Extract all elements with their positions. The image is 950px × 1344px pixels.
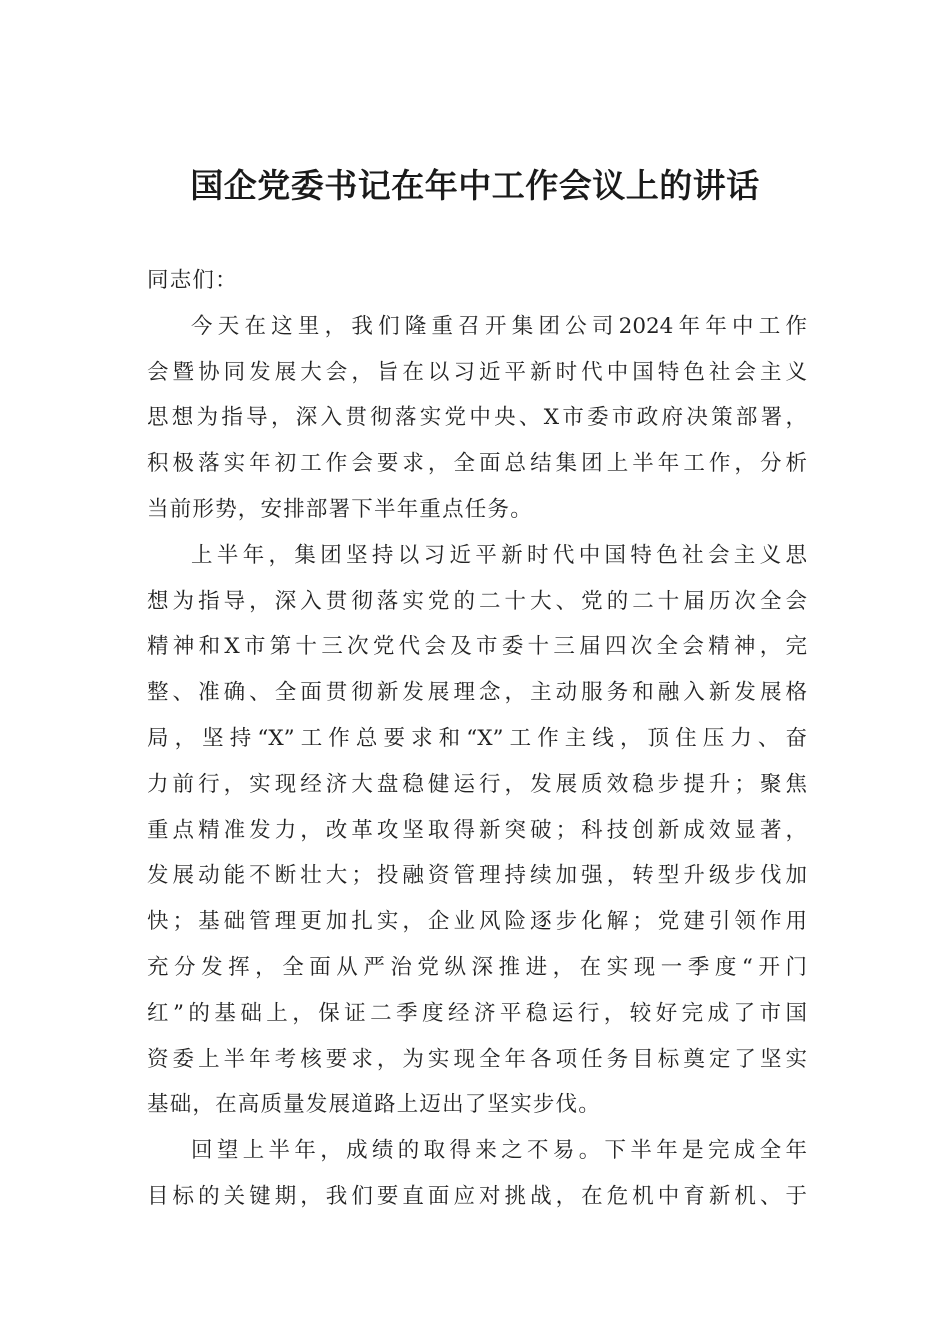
paragraph-1-line-2: 会暨协同发展大会，旨在以习近平新时代中国特色社会主义 — [147, 359, 807, 385]
document-title: 国企党委书记在年中工作会议上的讲话 — [190, 166, 760, 205]
paragraph-2-line-6: 力前行，实现经济大盘稳健运行，发展质效稳步提升；聚焦 — [147, 771, 807, 797]
paragraph-2-line-9: 快；基础管理更加扎实，企业风险逐步化解；党建引领作用 — [147, 909, 807, 935]
paragraph-3-line-2: 目标的关键期，我们要直面应对挑战，在危机中育新机、于 — [147, 1183, 807, 1209]
paragraph-2-line-5: 局，坚持“X”工作总要求和“X”工作主线，顶住压力、奋 — [147, 725, 807, 751]
paragraph-2-line-4: 整、准确、全面贯彻新发展理念，主动服务和融入新发展格 — [147, 680, 807, 706]
document-body — [147, 258, 807, 1220]
salutation: 同志们： — [147, 268, 238, 293]
paragraph-2-line-2: 想为指导，深入贯彻落实党的二十大、党的二十届历次全会 — [147, 588, 807, 614]
paragraph-1-line-3: 思想为指导，深入贯彻落实党中央、X市委市政府决策部署， — [147, 405, 807, 431]
paragraph-2-line-12: 资委上半年考核要求，为实现全年各项任务目标奠定了坚实 — [147, 1046, 807, 1072]
paragraph-2-line-11: 红”的基础上，保证二季度经济平稳运行，较好完成了市国 — [147, 1000, 807, 1026]
paragraph-2-line-10: 充分发挥，全面从严治党纵深推进，在实现一季度“开门 — [147, 954, 807, 980]
paragraph-2-line-7: 重点精准发力，改革攻坚取得新突破；科技创新成效显著， — [147, 817, 807, 843]
paragraph-2-line-1: 上半年，集团坚持以习近平新时代中国特色社会主义思 — [191, 542, 807, 568]
paragraph-1-line-4: 积极落实年初工作会要求，全面总结集团上半年工作，分析 — [147, 451, 807, 477]
paragraph-3-line-1: 回望上半年，成绩的取得来之不易。下半年是完成全年 — [191, 1138, 807, 1164]
paragraph-1-line-5: 当前形势，安排部署下半年重点任务。 — [147, 496, 533, 522]
paragraph-1-line-1: 今天在这里，我们隆重召开集团公司2024年年中工作 — [191, 313, 807, 339]
paragraph-2-line-3: 精神和X市第十三次党代会及市委十三届四次全会精神，完 — [147, 634, 807, 660]
paragraph-2-line-8: 发展动能不断壮大；投融资管理持续加强，转型升级步伐加 — [147, 863, 807, 889]
paragraph-2-line-13: 基础，在高质量发展道路上迈出了坚实步伐。 — [147, 1092, 602, 1118]
